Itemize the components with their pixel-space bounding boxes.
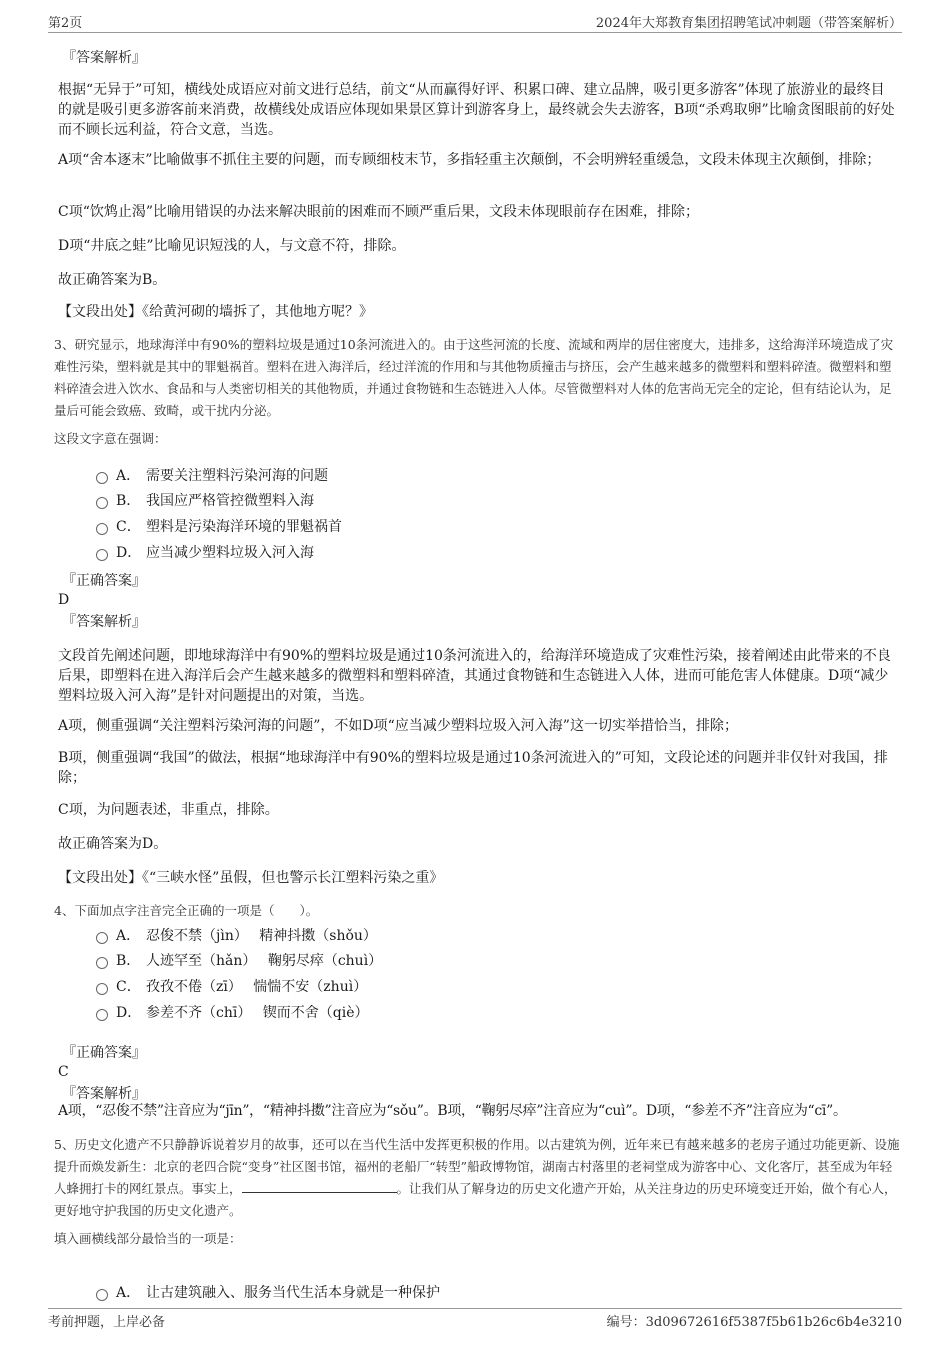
q2-analysis-p3: C项“饮鸩止渴”比喻用错误的办法来解决眼前的困难而不顾严重后果，文段未体现眼前存在困难，排除；: [58, 204, 700, 220]
radio-icon[interactable]: [96, 1289, 108, 1301]
q3-analysis-p3: B项，侧重强调“我国”的做法，根据“地球海洋中有90%的塑料垃圾是通过10条河流进入的”可知，文段论述的问题并非仅针对我国，排除；: [58, 750, 888, 786]
q2-analysis-p2: A项“舍本逐末”比喻做事不抓住主要的问题，而专顾细枝末节，多指轻重主次颠倒，不会明辨轻重缓急，文段未体现主次颠倒，排除；: [58, 152, 881, 168]
q3-answer: D: [58, 592, 70, 608]
q4-option-a[interactable]: A． 忍俊不禁（jìn） 精神抖擞（shǒu）: [96, 926, 377, 946]
q3-option-d[interactable]: D． 应当减少塑料垃圾入河入海: [96, 543, 314, 563]
radio-icon[interactable]: [96, 472, 108, 484]
q5-prompt: 填入画横线部分最恰当的一项是：: [54, 1231, 242, 1246]
q4-stem: 4、下面加点字注音完全正确的一项是（ ）。: [54, 903, 319, 918]
q3-answer-label: 『正确答案』: [62, 573, 146, 589]
q2-source: 【文段出处】《给黄河砌的墙拆了，其他地方呢？》: [58, 304, 373, 320]
radio-icon[interactable]: [96, 523, 108, 535]
document-id: 编号：3d09672616f5387f5b61b26c6b4e3210: [606, 1315, 902, 1330]
document-title: 2024年大郑教育集团招聘笔试冲刺题（带答案解析）: [595, 16, 902, 31]
page-footer: [48, 1311, 902, 1329]
q2-analysis-p4: D项“井底之蛙”比喻见识短浅的人，与文意不符，排除。: [58, 238, 406, 254]
q2-analysis-label: 『答案解析』: [62, 50, 146, 66]
q3-conclusion: 故正确答案为D。: [58, 836, 168, 852]
q4-option-c[interactable]: C． 孜孜不倦（zī） 惴惴不安（zhuì）: [96, 977, 367, 997]
q3-analysis-p1: 文段首先阐述问题，即地球海洋中有90%的塑料垃圾是通过10条河流进入的，给海洋环境造成了灾难性污染，接着阐述由此带来的不良后果，即塑料在进入海洋后会产生越来越多的微塑料和塑料碎渣，其通过食物链和生态链进入人体，进而可能危害人体健康。D项“减少塑料垃圾入河入海”是针对问题提出的对策，当选。: [58, 648, 891, 704]
q3-source: 【文段出处】《“三峡水怪”虽假，但也警示长江塑料污染之重》: [58, 870, 444, 886]
q3-analysis-p4: C项，为问题表述，非重点，排除。: [58, 802, 279, 818]
radio-icon[interactable]: [96, 497, 108, 509]
q3-stem: 3、研究显示，地球海洋中有90%的塑料垃圾是通过10条河流进入的。由于这些河流的长度、流域和两岸的居住密度大，违排多，这给海洋环境造成了灾难性污染，塑料就是其中的罪魁祸首。塑料在进入海洋后，经过洋流的作用和与其他物质撞击与挤压，会产生越来越多的微塑料和塑料碎渣。微塑料和塑料碎渣会进入饮水、食品和与人类密切相关的其他物质，并通过食物链和生态链进入人体。尽管微塑料对人体的危害尚无完全的定论，但有结论认为，足量后可能会致癌、致畸，或干扰内分泌。: [54, 337, 894, 418]
answer-blank: [242, 1178, 397, 1193]
q3-analysis-p2: A项，侧重强调“关注塑料污染河海的问题”，不如D项“应当减少塑料垃圾入河入海”这一切实举措恰当，排除；: [58, 718, 738, 734]
q2-conclusion: 故正确答案为B。: [58, 272, 167, 288]
q5-stem-part1: 5、历史文化遗产不只静静诉说着岁月的故事，还可以在当代生活中发挥更积极的作用。以古建筑为例，近年来已有越来越多的老房子通过功能更新、设施提升而焕发新生：北京的老四合院“变身”社区图书馆，福州的老船厂“转型”船政博物馆，湖南古村落里的老祠堂成为游客中心、文化客厅，甚至成为年轻人蜂拥打卡的网红景点。事实上，: [54, 1137, 900, 1196]
q2-analysis-p1: 根据“无异于”可知，横线处成语应对前文进行总结，前文“从而赢得好评、积累口碑、建立品牌，吸引更多游客”体现了旅游业的最终目的就是吸引更多游客前来消费，故横线处成语应体现如果景区算计到游客身上，最终就会失去游客，B项“杀鸡取卵”比喻贪图眼前的好处而不顾长远利益，符合文意，当选。: [58, 82, 895, 138]
radio-icon[interactable]: [96, 983, 108, 995]
q4-analysis-label: 『答案解析』: [62, 1086, 146, 1102]
q5-stem: [54, 1134, 900, 1222]
radio-icon[interactable]: [96, 957, 108, 969]
q3-analysis-label: 『答案解析』: [62, 614, 146, 630]
q3-option-a[interactable]: A． 需要关注塑料污染河海的问题: [96, 466, 328, 486]
radio-icon[interactable]: [96, 549, 108, 561]
q5-option-a[interactable]: A． 让古建筑融入、服务当代生活本身就是一种保护: [96, 1283, 440, 1303]
q3-prompt: 这段文字意在强调：: [54, 431, 167, 446]
q4-analysis: A项，“忍俊不禁”注音应为“jīn”，“精神抖擞”注音应为“sǒu”。B项，“鞠躬尽瘁”注音应为“cuì”。D项，“参差不齐”注音应为“cī”。: [58, 1103, 847, 1119]
radio-icon[interactable]: [96, 1009, 108, 1021]
radio-icon[interactable]: [96, 932, 108, 944]
q4-option-b[interactable]: B． 人迹罕至（hǎn） 鞠躬尽瘁（chuì）: [96, 951, 382, 971]
header-divider: [48, 32, 902, 33]
page-number: 第2页: [48, 16, 83, 31]
page-header: [48, 12, 902, 32]
footer-slogan: 考前押题，上岸必备: [48, 1315, 166, 1330]
q3-option-b[interactable]: B． 我国应严格管控微塑料入海: [96, 491, 314, 511]
q4-option-d[interactable]: D． 参差不齐（chī） 锲而不舍（qiè）: [96, 1003, 369, 1023]
q4-answer: C: [58, 1064, 69, 1080]
q3-option-c[interactable]: C． 塑料是污染海洋环境的罪魁祸首: [96, 517, 342, 537]
q4-answer-label: 『正确答案』: [62, 1045, 146, 1061]
q5-stem-part2: 。让我们从了解身边的历史文化遗产开始，从关注身边的历史环境变迁开始，做个有心人，更好地守护我国的历史文化遗产。: [54, 1181, 897, 1218]
footer-divider: [48, 1308, 902, 1309]
